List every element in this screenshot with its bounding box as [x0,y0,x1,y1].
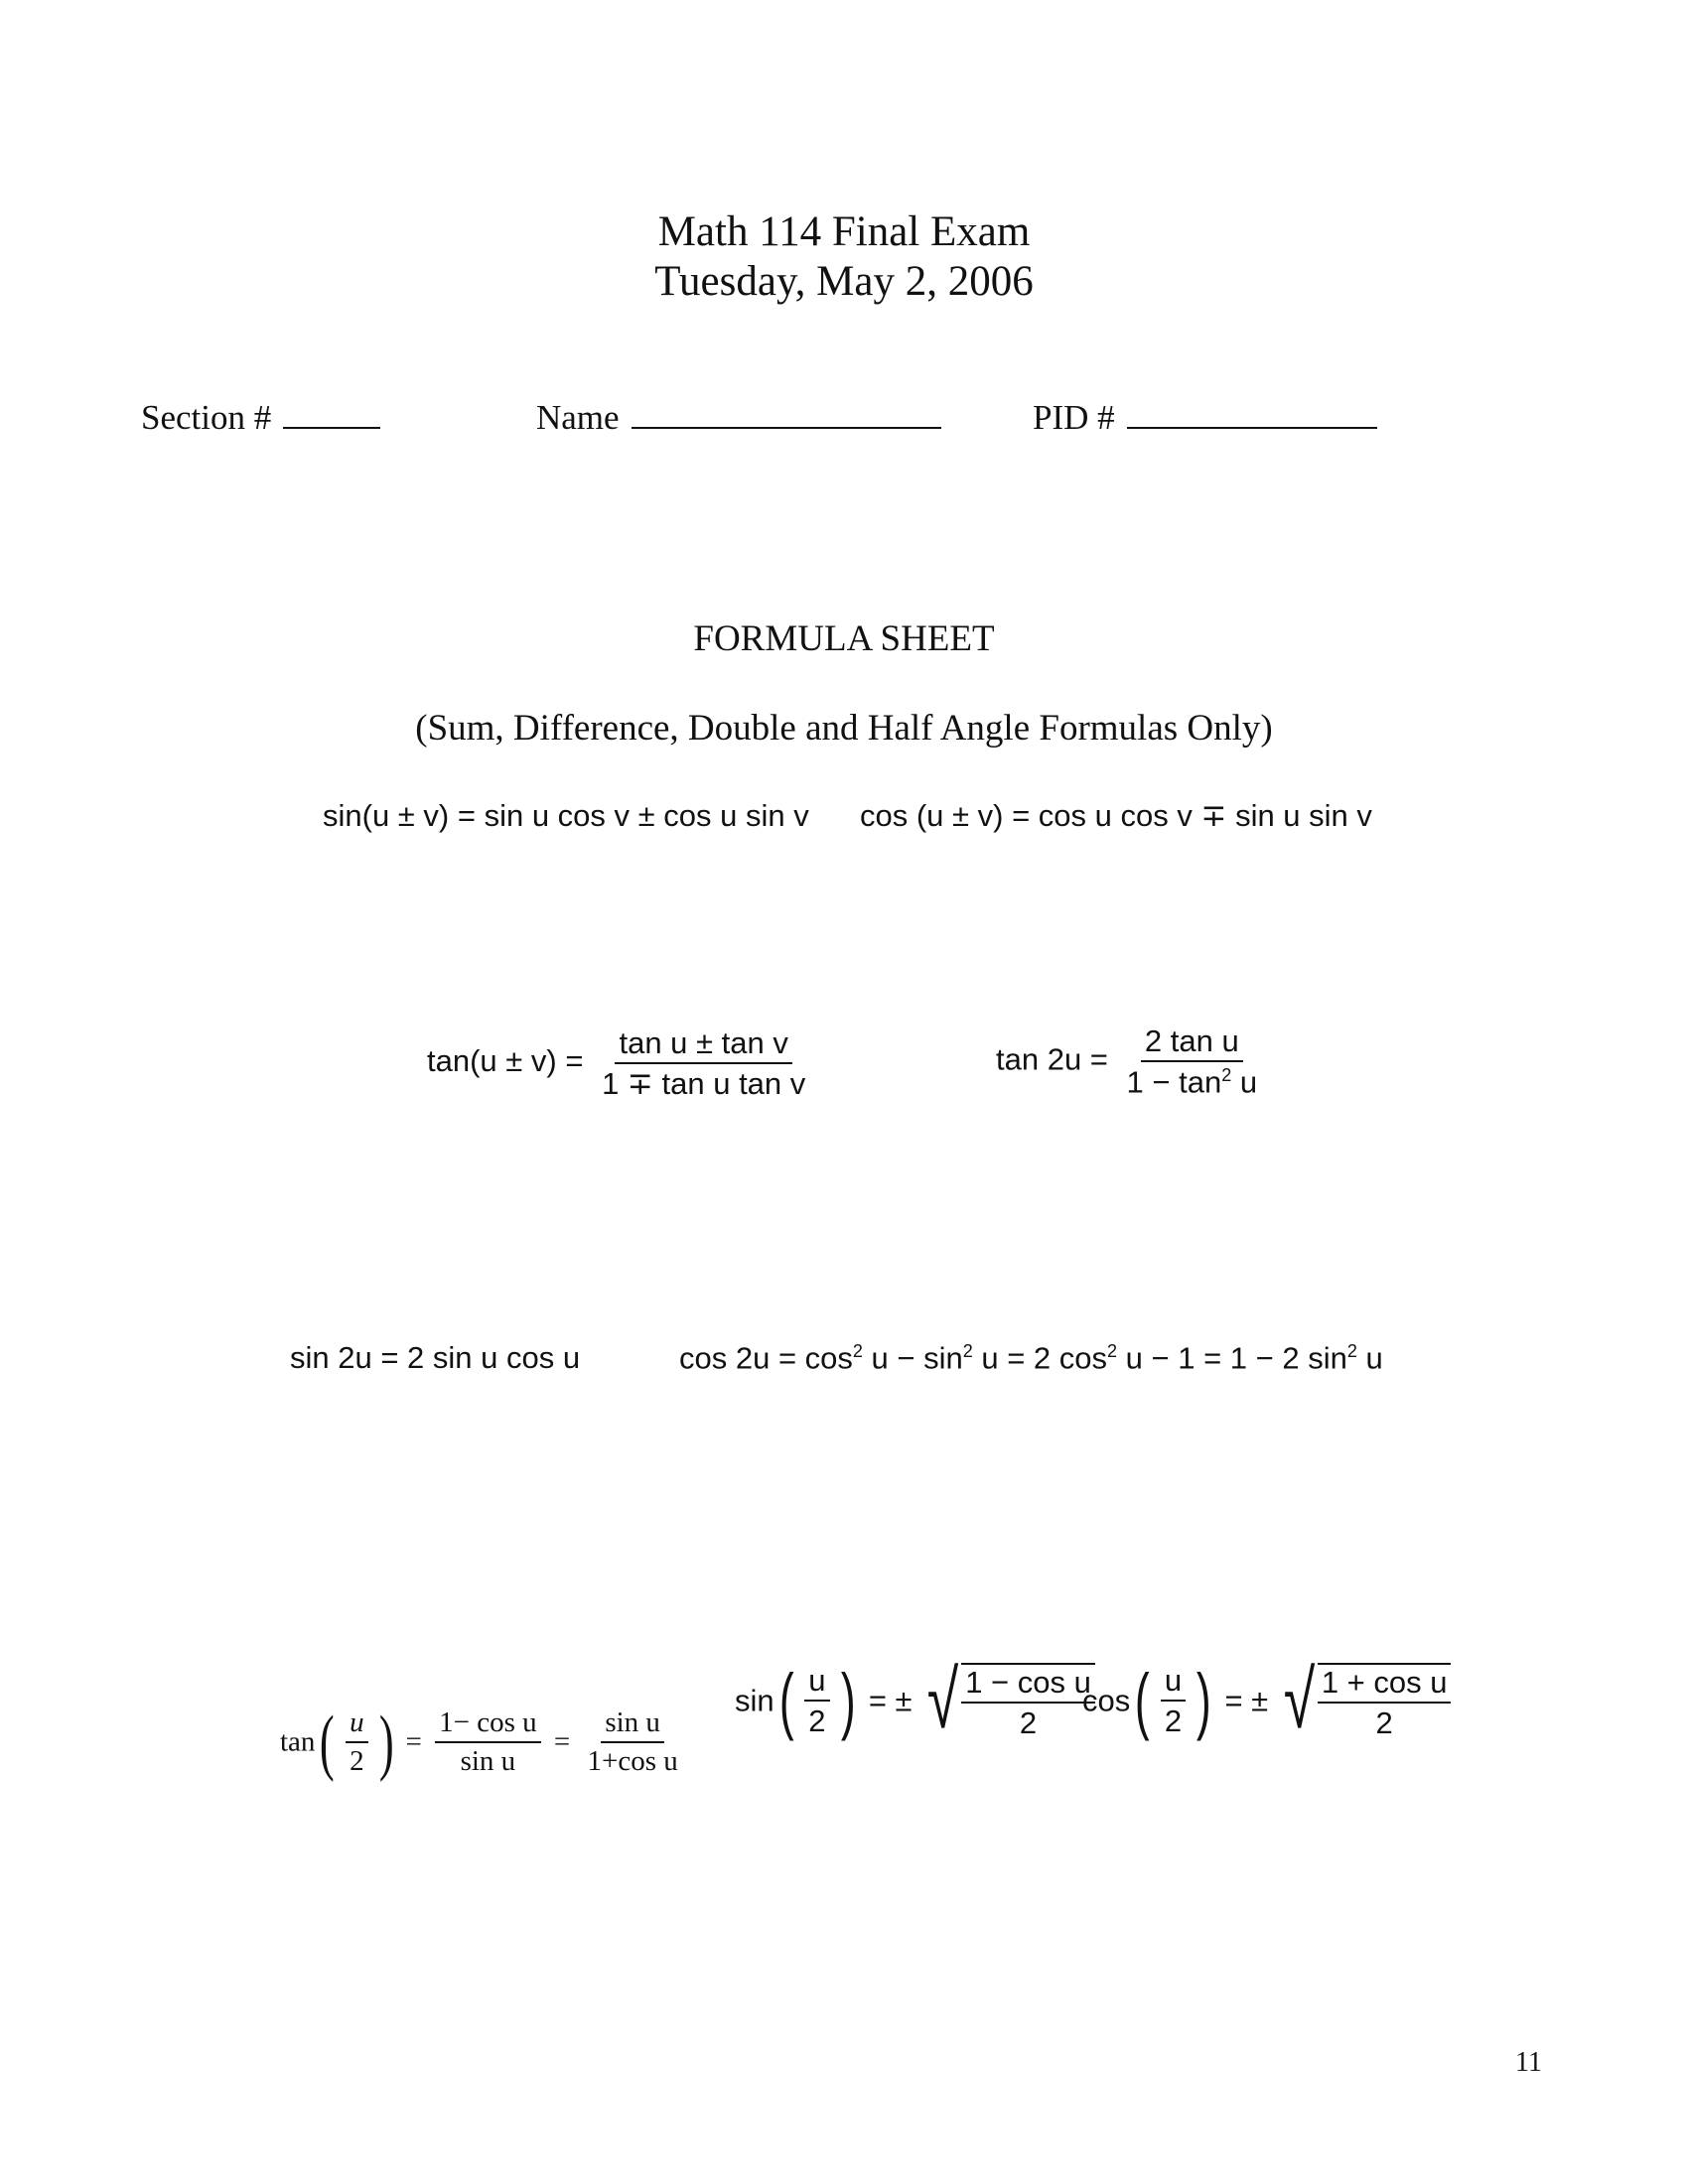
tan-double-fraction [1123,1024,1262,1100]
pid-label: PID # [1033,398,1115,437]
tan-double-numerator: 2 tan u [1141,1025,1243,1062]
u-over-2-fraction [804,1665,829,1736]
half-numerator: u [1161,1665,1186,1702]
equals-sign: = [553,1725,571,1758]
exam-title: Math 114 Final Exam [657,208,1031,255]
half-numerator: u [804,1665,829,1702]
tan-double-denominator [1123,1062,1262,1100]
tan-half-f2-numerator: sin u [601,1708,664,1743]
sin-half-formula [735,1655,1095,1745]
cos-half-formula [1082,1655,1451,1745]
equals-sign: = [405,1725,422,1758]
tan-double-formula [996,1024,1267,1100]
formula-sheet-heading: FORMULA SHEET [693,618,995,659]
sin-half-fn: sin [735,1683,774,1718]
exponent-2: 2 [1107,1341,1118,1361]
tan-half-f1-denominator: sin u [460,1745,516,1777]
exponent-2: 2 [1346,1341,1357,1361]
tan-half-f1-numerator: 1− cos u [435,1708,541,1743]
cos-double-part-c: u = 2 cos [972,1340,1108,1376]
left-paren: ( [778,1659,794,1741]
tan-sum-formula [427,1027,815,1099]
sin-sum-formula: sin(u ± v) = sin u cos v ± cos u sin v [323,798,809,833]
left-paren: ( [1135,1659,1150,1741]
right-paren: ) [840,1659,856,1741]
cos-half-fn: cos [1082,1683,1131,1718]
sqrt-radical [920,1655,1095,1745]
right-paren: ) [1196,1659,1211,1741]
section-field [141,395,380,438]
cos-double-part-a: cos 2u = cos [679,1340,853,1376]
tan-double-lhs: tan 2u = [996,1041,1108,1077]
half-denominator: 2 [808,1704,826,1738]
cos-half-radicand [1318,1667,1452,1738]
tan-half-f2-denominator: 1+cos u [587,1745,678,1777]
sin-half-radicand-numerator: 1 − cos u [961,1667,1095,1704]
cos-double-part-b: u − sin [862,1340,963,1376]
sin-double-formula: sin 2u = 2 sin u cos u [290,1340,581,1375]
sqrt-icon: √ [926,1655,959,1745]
cos-half-radicand-numerator: 1 + cos u [1318,1667,1452,1704]
pid-field [1033,395,1377,438]
tan-half-formula [280,1702,688,1783]
cos-double-formula [679,1340,1383,1376]
tan-sum-lhs: tan(u ± v) = [427,1043,584,1079]
tan-double-den-pre: 1 − tan [1126,1064,1222,1100]
equals-plus-minus: = ± [868,1683,913,1718]
left-paren: ( [320,1702,336,1783]
section-blank[interactable] [283,395,380,429]
sin-half-radicand [961,1667,1095,1738]
cos-sum-formula: cos (u ± v) = cos u cos v ∓ sin u sin v [860,798,1372,833]
cos-double-part-e: u [1356,1340,1383,1376]
u-over-2-fraction [1161,1665,1186,1736]
name-label: Name [536,398,620,437]
sqrt-radical [1277,1655,1452,1745]
tan-double-den-exp: 2 [1221,1065,1232,1085]
tan-sum-denominator: 1 ∓ tan u tan v [602,1066,806,1101]
page-number: 11 [1515,2047,1542,2078]
half-numerator: u [346,1708,368,1743]
half-denominator: 2 [1164,1704,1183,1738]
name-field [536,395,941,438]
tan-half-fraction-1 [435,1708,541,1776]
sin-half-radicand-denominator: 2 [1019,1706,1038,1740]
equals-plus-minus: = ± [1224,1683,1269,1718]
formula-sheet-subheading: (Sum, Difference, Double and Half Angle Formulas Only) [415,708,1273,749]
cos-half-radicand-denominator: 2 [1375,1706,1393,1740]
cos-double-part-d: u − 1 = 1 − 2 sin [1117,1340,1347,1376]
tan-double-den-post: u [1231,1064,1258,1100]
pid-blank[interactable] [1127,395,1377,429]
exam-date: Tuesday, May 2, 2006 [654,258,1034,305]
name-blank[interactable] [632,395,941,429]
exponent-2: 2 [962,1341,973,1361]
sqrt-icon: √ [1283,1655,1316,1745]
section-label: Section # [141,398,272,437]
exponent-2: 2 [852,1341,863,1361]
tan-half-fn: tan [280,1725,316,1758]
right-paren: ) [378,1702,394,1783]
u-over-2-fraction [346,1708,368,1776]
tan-half-fraction-2 [583,1708,681,1776]
tan-sum-fraction [598,1027,809,1099]
tan-sum-numerator: tan u ± tan v [615,1027,791,1064]
half-denominator: 2 [350,1745,364,1777]
